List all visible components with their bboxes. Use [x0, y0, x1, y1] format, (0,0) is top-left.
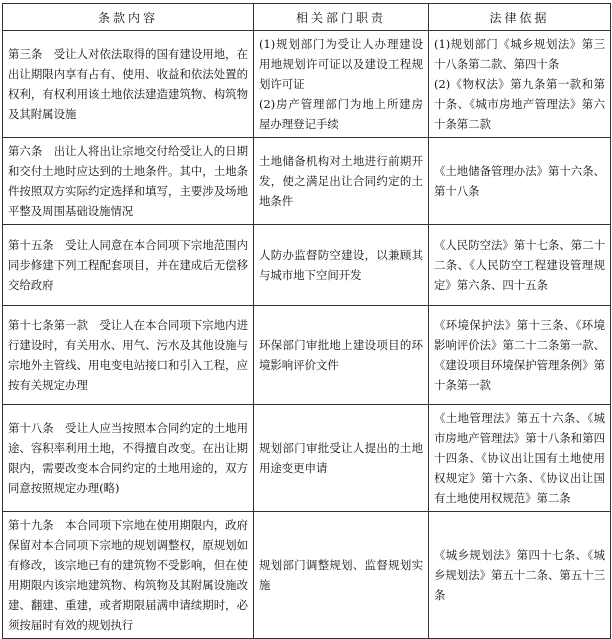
- table-row: [3, 138, 611, 225]
- document-page: [2, 3, 610, 639]
- duty-cell: [254, 405, 429, 512]
- duty-item: 规划部门审批受让人提出的土地用途变更申请: [259, 441, 423, 475]
- basis-cell: [429, 138, 611, 225]
- duty-cell: [254, 31, 429, 138]
- header-clause-content: 条款内容: [3, 4, 254, 31]
- duty-item: 环保部门审批地上建设项目的环境影响评价文件: [259, 338, 423, 372]
- table-row: [3, 306, 611, 405]
- duty-cell: [254, 225, 429, 306]
- table-row: [3, 31, 611, 138]
- table-row: [3, 405, 611, 512]
- basis-cell: [429, 512, 611, 639]
- header-legal-basis: 法律依据: [429, 4, 611, 31]
- basis-item: (2)《物权法》第九条第一款和第十条、《城市房地产管理法》第六十条第二款: [434, 77, 605, 131]
- duty-cell: [254, 306, 429, 405]
- header-department-duty: 相关部门职责: [254, 4, 429, 31]
- table-row: [3, 225, 611, 306]
- basis-cell: [429, 405, 611, 512]
- basis-cell: [429, 306, 611, 405]
- duty-item: (1)规划部门为受让人办理建设用地规划许可证以及建设工程规划许可证: [259, 37, 423, 91]
- basis-item: 《人民防空法》第十七条、第二十二条、《人民防空工程建设管理规定》第六条、四十五条: [434, 238, 605, 292]
- clause-cell: 第六条 出让人将出让宗地交付给受让人的日期和交付土地时应达到的土地条件。其中，土地条件按照双方实际约定选择和填写，主要涉及场地平整及周围基础设施情况: [3, 138, 254, 225]
- duty-item: 规划部门调整规划、监督规划实施: [259, 558, 423, 592]
- basis-cell: [429, 31, 611, 138]
- clause-cell: 第十五条 受让人同意在本合同项下宗地范围内同步修建下列工程配套项目，并在建成后无偿移交给政府: [3, 225, 254, 306]
- basis-item: (1)规划部门《城乡规划法》第三十八条第二款、第四十条: [434, 37, 605, 71]
- duty-cell: [254, 512, 429, 639]
- duty-item: 土地储备机构对土地进行前期开发，使之满足出让合同约定的土地条件: [259, 154, 423, 208]
- clause-cell: 第十九条 本合同项下宗地在使用期限内，政府保留对本合同项下宗地的规划调整权，原规划如有修改，该宗地已有的建筑物不受影响，但在使用期限内该宗地建筑物、构筑物及其附属设施改建、翻建、重建，或者期限届满申请续期时，必须按届时有效的规划执行: [3, 512, 254, 639]
- basis-item: 《土地管理法》第五十六条、《城市房地产管理法》第十八条和第四十四条、《协议出让国有土地使用权规定》第十六条、《协议出让国有土地使用权规范》第二条: [434, 411, 605, 505]
- clause-cell: 第三条 受让人对依法取得的国有建设用地，在出让期限内享有占有、使用、收益和依法处置的权利，有权利用该土地依法建造建筑物、构筑物及其附属设施: [3, 31, 254, 138]
- basis-cell: [429, 225, 611, 306]
- table-row: [3, 512, 611, 639]
- duty-item: (2)房产管理部门为地上所建房屋办理登记手续: [259, 97, 423, 131]
- duty-cell: [254, 138, 429, 225]
- basis-item: 《环境保护法》第十三条、《环境影响评价法》第二十二条第一款、《建设项目环境保护管理条例》第十条第一款: [434, 318, 605, 392]
- clause-cell: 第十八条 受让人应当按照本合同约定的土地用途、容积率利用土地，不得擅自改变。在出让期限内，需要改变本合同约定的土地用途的，双方同意按照规定办理(略): [3, 405, 254, 512]
- duty-item: 人防办监督防空建设，以兼顾其与城市地下空间开发: [259, 248, 423, 282]
- table-header-row: [3, 4, 611, 31]
- clause-cell: 第十七条第一款 受让人在本合同项下宗地内进行建设时，有关用水、用气、污水及其他设施与宗地外主管线、用电变电站接口和引入工程，应按有关规定办理: [3, 306, 254, 405]
- basis-item: 《土地储备管理办法》第十六条、第十八条: [434, 164, 605, 198]
- basis-item: 《城乡规划法》第四十七条、《城乡规划法》第五十二条、第五十三条: [434, 548, 605, 602]
- regulation-table: [2, 3, 611, 639]
